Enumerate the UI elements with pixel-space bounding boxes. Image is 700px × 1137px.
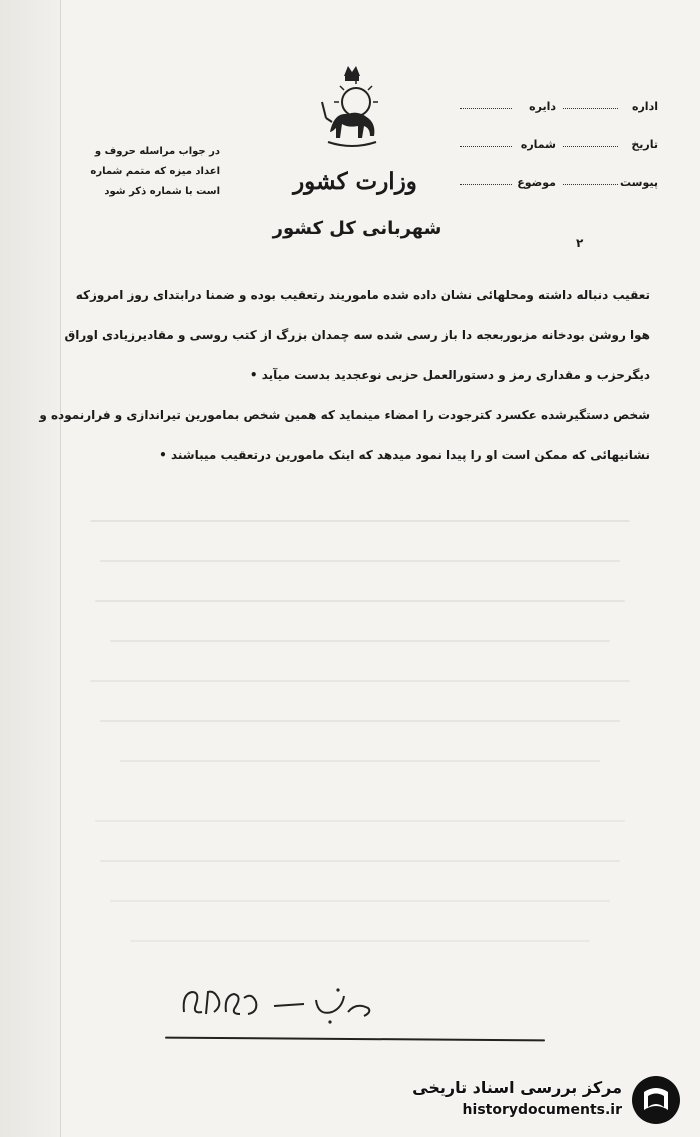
number-label: شماره xyxy=(520,138,556,151)
subject-blank xyxy=(460,184,512,185)
office-label: اداره xyxy=(631,100,658,113)
department-label: دایره xyxy=(529,100,556,113)
bleed-through-line xyxy=(95,600,625,602)
office-row xyxy=(458,100,658,138)
bleed-through-line xyxy=(120,760,600,762)
bleed-through-line xyxy=(110,640,610,642)
letterhead-fields xyxy=(458,100,658,214)
attachment-label: پیوست xyxy=(620,176,658,189)
signature-underline xyxy=(165,1037,545,1042)
date-label: تاریخ xyxy=(631,138,658,151)
correspondence-note-line: در جواب مراسله حروف و xyxy=(94,146,220,157)
body-line: دیگرحزب و مقداری رمز و دستورالعمل حزبی نوعجدید بدست میآید • xyxy=(249,368,650,382)
body-line: نشانیهائی که ممکن است او را پیدا نمود میدهد که اینک مامورین درتعقیب میباشند • xyxy=(159,448,650,462)
attachment-blank xyxy=(563,184,618,185)
date-blank xyxy=(563,146,618,147)
date-row xyxy=(458,138,658,176)
correspondence-note-line: اعداد میزه که متمم شماره xyxy=(90,166,220,177)
body-line: شخص دستگیرشده عکسرد کترجودت را امضاء مینماید که همین شخص بمامورین تیراندازی و فرارنموده و xyxy=(39,408,650,422)
bleed-through-line xyxy=(90,520,630,522)
correspondence-note-line: است با شماره ذکر شود xyxy=(104,186,220,197)
bleed-through-line xyxy=(100,860,620,862)
agency-title: شهربانی کل کشور xyxy=(272,218,442,239)
bleed-through-line xyxy=(100,560,620,562)
attachment-row xyxy=(458,176,658,214)
bleed-through-line xyxy=(130,940,590,942)
correspondence-note xyxy=(90,142,220,202)
page-number: ۲ xyxy=(576,236,584,250)
watermark-title: مرکز بررسی اسناد تاریخی xyxy=(412,1078,622,1097)
body-line: تعقیب دنباله داشته ومحلهائی نشان داده شده ماموریند رتعقیب بوده و ضمنا درابتدای روز امروزکه xyxy=(75,288,650,302)
office-blank xyxy=(563,108,618,109)
subject-label: موضوع xyxy=(517,176,556,189)
lion-sun-emblem-icon xyxy=(318,62,386,152)
handwritten-signature xyxy=(178,982,378,1027)
bleed-through-line xyxy=(95,820,625,822)
department-blank xyxy=(460,108,512,109)
ministry-title: وزارت کشور xyxy=(293,168,417,195)
scan-edge xyxy=(0,0,61,1137)
bleed-through-line xyxy=(90,680,630,682)
body-line: هوا روشن بودخانه مزبوربعجه دا باز رسی شده سه چمدان بزرگ از کتب روسی و مقادیرزیادی اوراق xyxy=(64,328,650,342)
watermark-url[interactable]: historydocuments.ir xyxy=(462,1102,622,1118)
number-blank xyxy=(460,146,512,147)
archive-watermark xyxy=(412,1074,682,1126)
bleed-through-line xyxy=(100,720,620,722)
archive-logo-icon xyxy=(630,1074,682,1126)
bleed-through-line xyxy=(110,900,610,902)
